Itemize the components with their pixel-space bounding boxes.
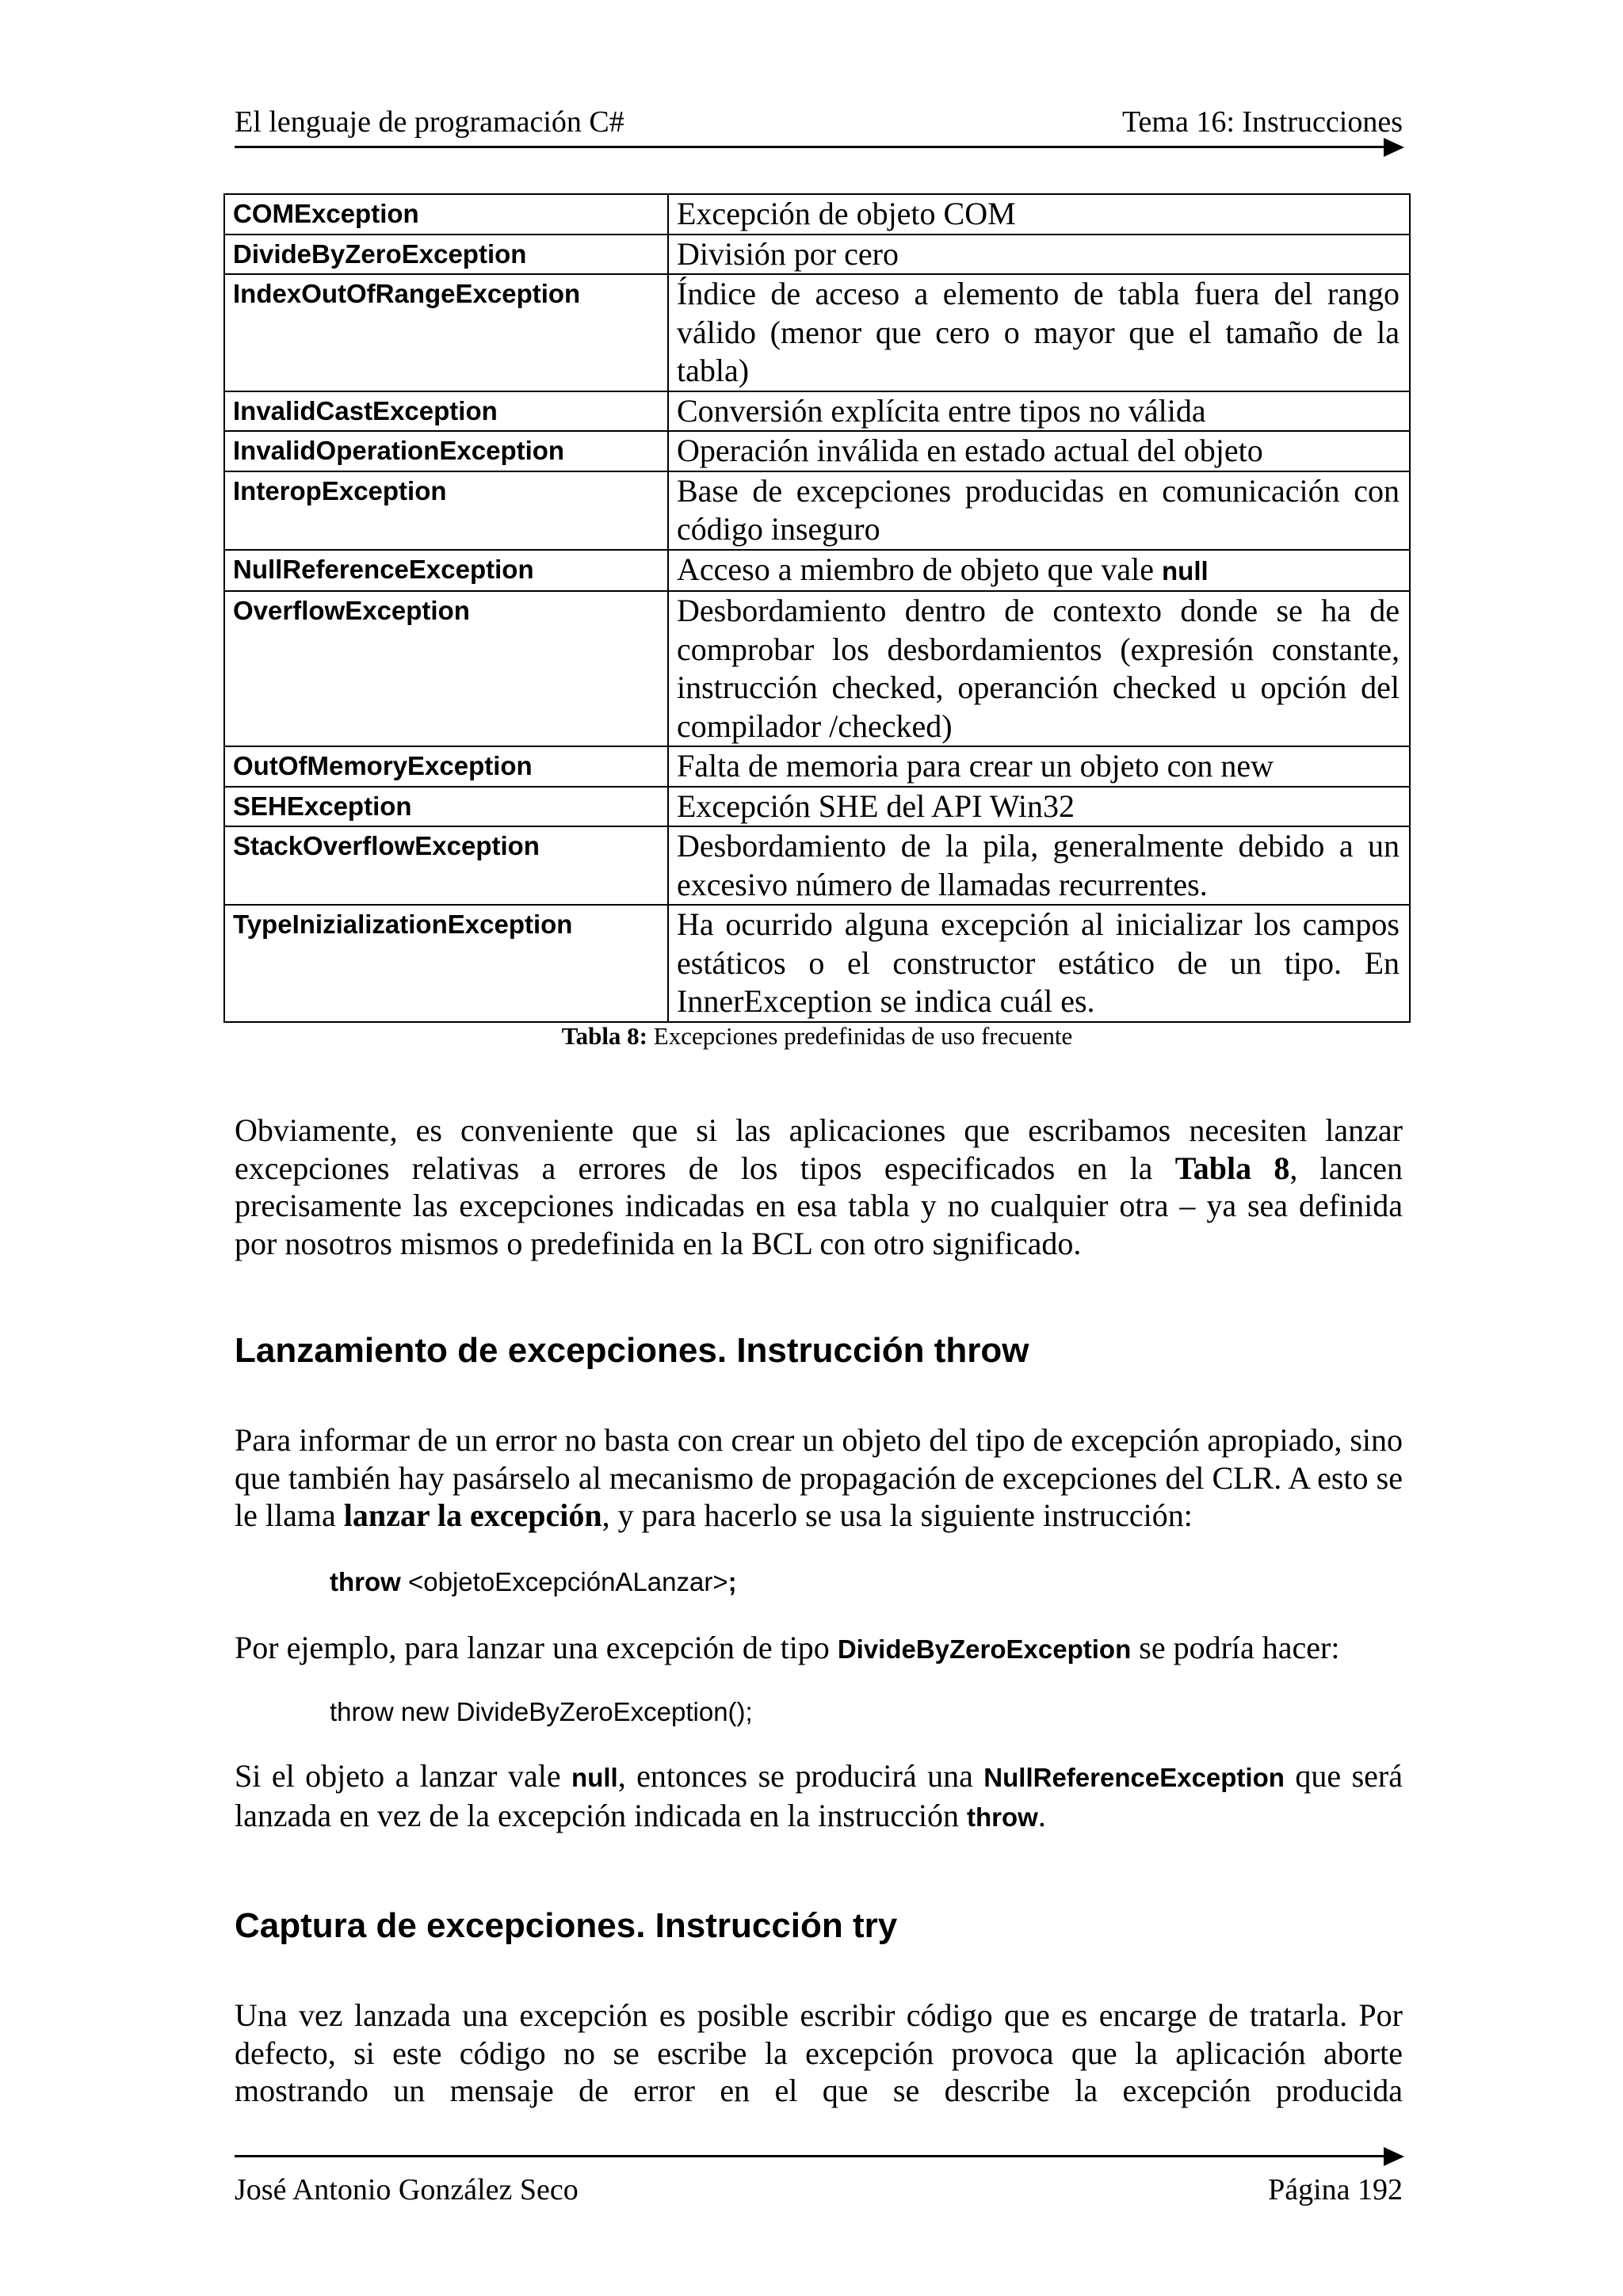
- code-throw-example: throw new DivideByZeroException();: [330, 1697, 753, 1726]
- table-row: [224, 471, 1410, 550]
- table-row: [224, 550, 1410, 592]
- paragraph-null-throw: Si el objeto a lanzar vale null, entonces se producirá una NullReferenceException que será lanzada en vez de la excepción indicada en la instrucción throw.: [235, 1758, 1403, 1833]
- inline-code: null: [1162, 555, 1209, 585]
- caption-label: Tabla 8:: [561, 1022, 648, 1050]
- paragraph-try-intro: Una vez lanzada una excepción es posible escribir código que es encarge de tratarla. Por defecto, si este código no se escribe la excepción provoca que la aplicación aborte mostrando un mensaje de error en el que se describe la excepción producida: [235, 1997, 1403, 2108]
- paragraph-obviamente: Obviamente, es conveniente que si las aplicaciones que escribamos necesiten lanzar excepciones relativas a errores de los tipos especificados en la Tabla 8, lancen precisamente las excepciones indicadas en esa tabla y no cualquier otra – ya sea definida por nosotros mismos o predefinida en la BCL con otro significado.: [235, 1112, 1403, 1261]
- footer-rule: [235, 2155, 1392, 2157]
- exception-description: Operación inválida en estado actual del objeto: [668, 431, 1410, 471]
- exception-name: InvalidOperationException: [224, 431, 668, 471]
- exception-description: Índice de acceso a elemento de tabla fuera del rango válido (menor que cero o mayor que el tamaño de la tabla): [668, 274, 1410, 391]
- caption-text: Excepciones predefinidas de uso frecuente: [647, 1022, 1073, 1050]
- code-throw-syntax: throw <objetoExcepciónALanzar>;: [330, 1567, 737, 1596]
- table-row: [224, 194, 1410, 235]
- footer-author: José Antonio González Seco: [235, 2173, 579, 2206]
- exception-name: OutOfMemoryException: [224, 746, 668, 787]
- page-header: [235, 100, 1403, 139]
- exception-description: Excepción SHE del API Win32: [668, 787, 1410, 827]
- exception-name: OverflowException: [224, 591, 668, 746]
- exception-description: Excepción de objeto COM: [668, 194, 1410, 235]
- exception-description: Ha ocurrido alguna excepción al inicializar los campos estáticos o el constructor estático de un tipo. En InnerException se indica cuál es.: [668, 905, 1410, 1022]
- exception-name: InvalidCastException: [224, 391, 668, 432]
- table-row: [224, 591, 1410, 746]
- header-chapter-title: Tema 16: Instrucciones: [1121, 105, 1403, 139]
- paragraph-throw-intro: Para informar de un error no basta con crear un objeto del tipo de excepción apropiado, sino que también hay pasárselo al mecanismo de propagación de excepciones del CLR. A esto se le llama lanzar la excepción, y para hacerlo se usa la siguiente instrucción:: [235, 1422, 1403, 1533]
- exceptions-table: [223, 193, 1411, 1023]
- section-heading-try: Captura de excepciones. Instrucción try: [235, 1906, 898, 1945]
- exception-name: COMException: [224, 194, 668, 235]
- exception-description: Desbordamiento dentro de contexto donde se ha de comprobar los desbordamientos (expresión constante, instrucción checked, operanción checked u opción del compilador /checked): [668, 591, 1410, 746]
- section-heading-throw: Lanzamiento de excepciones. Instrucción throw: [235, 1331, 1029, 1370]
- exception-name: TypeInizializationException: [224, 905, 668, 1022]
- table-reference: Tabla 8: [1174, 1150, 1290, 1186]
- footer-arrow-icon: [1384, 2147, 1404, 2166]
- exception-description: Acceso a miembro de objeto que vale null: [668, 550, 1410, 592]
- table-caption: [223, 1022, 1411, 1051]
- table-row: [224, 746, 1410, 787]
- table-row: [224, 274, 1410, 391]
- table-row: [224, 787, 1410, 827]
- header-book-title: El lenguaje de programación C#: [235, 105, 624, 139]
- exception-description: División por cero: [668, 235, 1410, 275]
- exception-description: Conversión explícita entre tipos no válida: [668, 391, 1410, 432]
- exception-description: Desbordamiento de la pila, generalmente debido a un excesivo número de llamadas recurrentes.: [668, 826, 1410, 905]
- exception-name: InteropException: [224, 471, 668, 550]
- footer-page-number: Página 192: [1268, 2173, 1403, 2206]
- exception-name: NullReferenceException: [224, 550, 668, 592]
- page-footer: [235, 2172, 1403, 2207]
- header-arrow-icon: [1384, 138, 1404, 157]
- exception-name: StackOverflowException: [224, 826, 668, 905]
- exception-description: Base de excepciones producidas en comunicación con código inseguro: [668, 471, 1410, 550]
- term-lanzar-excepcion: lanzar la excepción: [343, 1497, 602, 1533]
- exception-name: DivideByZeroException: [224, 235, 668, 275]
- table-row: [224, 391, 1410, 432]
- table-row: [224, 431, 1410, 471]
- exception-name: SEHException: [224, 787, 668, 827]
- header-rule: [235, 146, 1392, 148]
- table-row: [224, 826, 1410, 905]
- table-row: [224, 905, 1410, 1022]
- table-row: [224, 235, 1410, 275]
- exception-description: Falta de memoria para crear un objeto con new: [668, 746, 1410, 787]
- exception-name: IndexOutOfRangeException: [224, 274, 668, 391]
- paragraph-example: Por ejemplo, para lanzar una excepción de tipo DivideByZeroException se podría hacer:: [235, 1630, 1340, 1665]
